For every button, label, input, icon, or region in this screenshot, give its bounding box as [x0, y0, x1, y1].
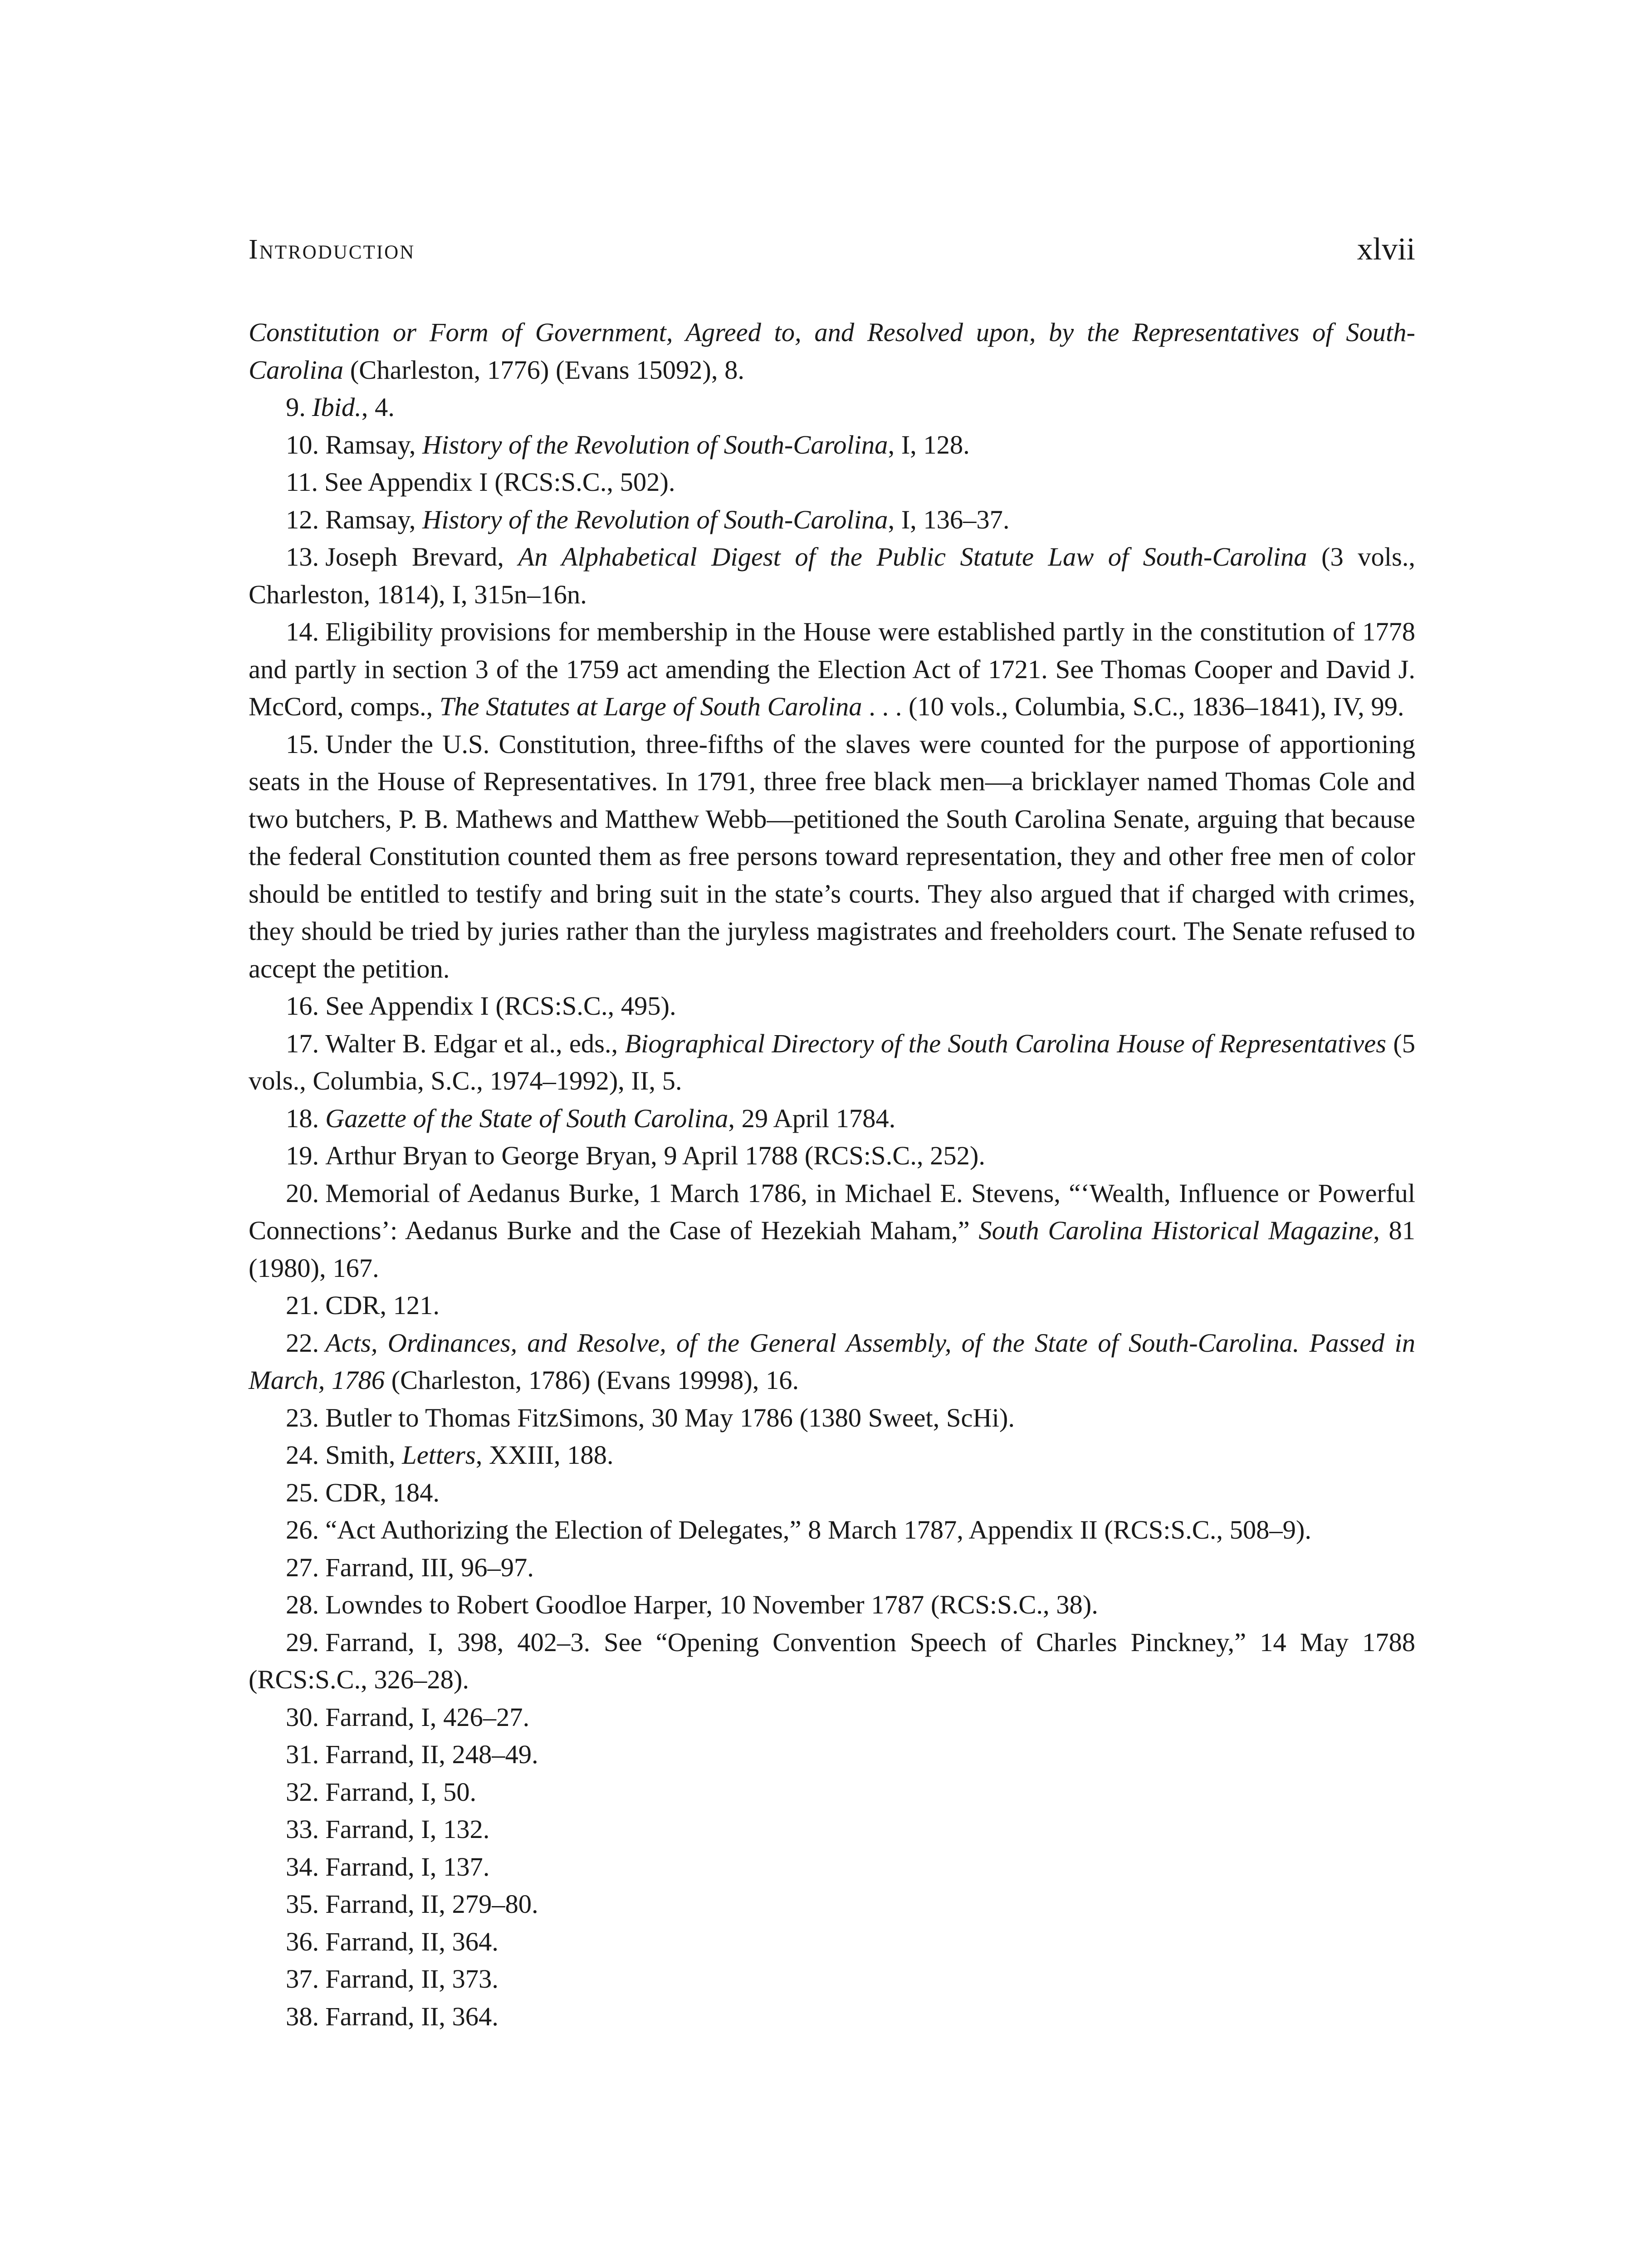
- note-36-number: 36.: [286, 1926, 319, 1956]
- note-29: [249, 1624, 1415, 1699]
- note-33-number: 33.: [286, 1814, 319, 1844]
- note-31-text: Farrand, II, 248–49.: [325, 1740, 538, 1769]
- note-15: [249, 726, 1415, 988]
- note-30-text: Farrand, I, 426–27.: [325, 1702, 530, 1732]
- running-head-section-title: Introduction: [249, 234, 416, 265]
- note-28-number: 28.: [286, 1590, 319, 1619]
- note-34-number: 34.: [286, 1852, 319, 1882]
- note-13: [249, 538, 1415, 613]
- note-29-text: Farrand, I, 398, 402–3. See “Opening Convention Speech of Charles Pinckney,” 14 May 1788 (RCS:S.C., 326–28).: [249, 1627, 1415, 1694]
- note-17-number: 17.: [286, 1028, 319, 1058]
- note-17: [249, 1025, 1415, 1100]
- note-16: [249, 987, 1415, 1025]
- note-31-number: 31.: [286, 1740, 319, 1769]
- note-24-number: 24.: [286, 1440, 319, 1470]
- note-19: [249, 1137, 1415, 1175]
- note-32-number: 32.: [286, 1777, 319, 1807]
- note-12-pre: Ramsay,: [325, 504, 423, 534]
- note-20-pre: Memorial of Aedanus Burke, 1 March 1786, in Michael E. Stevens, “‘Wealth, Influence or Powerful Connections’: Aedanus Burke and the Case of Hezekiah Maham,”: [249, 1178, 1415, 1245]
- note-22-rest: (Charleston, 1786) (Evans 19998), 16.: [385, 1365, 799, 1395]
- note-12: [249, 501, 1415, 539]
- note-37: [249, 1960, 1415, 1998]
- note-14-pre: Eligibility provisions for membership in the House were established partly in the constitution of 1778 and partly in section 3 of the 1759 act amending the Election Act of 1721. See Thomas Cooper and David J. McCord, comps.,: [249, 617, 1415, 721]
- note-19-text: Arthur Bryan to George Bryan, 9 April 1788 (RCS:S.C., 252).: [325, 1141, 985, 1170]
- note-38: [249, 1998, 1415, 2036]
- note-24: [249, 1437, 1415, 1474]
- note-35: [249, 1886, 1415, 1923]
- note-13-pre: Joseph Brevard,: [325, 542, 518, 572]
- note-32-text: Farrand, I, 50.: [325, 1777, 477, 1807]
- note-27-number: 27.: [286, 1552, 319, 1582]
- note-22-number: 22.: [286, 1328, 319, 1358]
- note-21-text: CDR, 121.: [325, 1290, 440, 1320]
- note-31: [249, 1736, 1415, 1774]
- note-10-rest: , I, 128.: [888, 430, 970, 459]
- note-13-number: 13.: [286, 542, 319, 572]
- note-14-title: The Statutes at Large of South Carolina: [439, 692, 862, 721]
- note-30: [249, 1699, 1415, 1736]
- note-20-title: South Carolina Historical Magazine: [978, 1216, 1374, 1245]
- note-8-rest: (Charleston, 1776) (Evans 15092), 8.: [343, 355, 744, 385]
- note-22: [249, 1325, 1415, 1399]
- note-25-text: CDR, 184.: [325, 1477, 440, 1507]
- note-26: [249, 1511, 1415, 1549]
- note-9-title: Ibid.: [312, 392, 362, 422]
- note-24-rest: , XXIII, 188.: [475, 1440, 614, 1470]
- note-12-rest: , I, 136–37.: [888, 504, 1010, 534]
- note-10: [249, 426, 1415, 464]
- note-18-rest: , 29 April 1784.: [728, 1103, 896, 1133]
- note-12-number: 12.: [286, 504, 319, 534]
- note-18: [249, 1100, 1415, 1138]
- note-23-number: 23.: [286, 1403, 319, 1432]
- note-9-number: 9.: [286, 392, 306, 422]
- note-27: [249, 1549, 1415, 1587]
- note-14-rest: . . . (10 vols., Columbia, S.C., 1836–1841), IV, 99.: [862, 692, 1404, 721]
- note-38-text: Farrand, II, 364.: [325, 2001, 499, 2031]
- note-11: [249, 464, 1415, 501]
- note-20-rest: , 81 (1980), 167.: [249, 1216, 1415, 1283]
- note-26-text: “Act Authorizing the Election of Delegates,” 8 March 1787, Appendix II (RCS:S.C., 508–9).: [325, 1515, 1311, 1545]
- note-38-number: 38.: [286, 2001, 319, 2031]
- note-13-title: An Alphabetical Digest of the Public Statute Law of South-Carolina: [518, 542, 1307, 572]
- note-15-text: Under the U.S. Constitution, three-fifths of the slaves were counted for the purpose of apportioning seats in the House of Representatives. In 1791, three free black men—a bricklayer named Thomas Cole and two butchers, P. B. Mathews and Matthew Webb—petitioned the South Carolina Senate, arguing that because the federal Constitution counted them as free persons toward representation, they and other free men of color should be entitled to testify and bring suit in the state’s courts. They also argued that if charged with crimes, they should be tried by juries rather than the juryless magistrates and freeholders court. The Senate refused to accept the petition.: [249, 729, 1415, 983]
- note-14-number: 14.: [286, 617, 319, 646]
- note-23-text: Butler to Thomas FitzSimons, 30 May 1786 (1380 Sweet, ScHi).: [325, 1403, 1015, 1432]
- note-27-text: Farrand, III, 96–97.: [325, 1552, 534, 1582]
- note-16-number: 16.: [286, 991, 319, 1021]
- note-10-title: History of the Revolution of South-Carolina: [422, 430, 888, 459]
- note-25-number: 25.: [286, 1477, 319, 1507]
- note-26-number: 26.: [286, 1515, 319, 1545]
- note-20-number: 20.: [286, 1178, 319, 1208]
- note-10-number: 10.: [286, 430, 319, 459]
- note-28: [249, 1586, 1415, 1624]
- note-14: [249, 613, 1415, 726]
- note-28-text: Lowndes to Robert Goodloe Harper, 10 November 1787 (RCS:S.C., 38).: [325, 1590, 1098, 1619]
- note-37-text: Farrand, II, 373.: [325, 1964, 499, 1994]
- note-8-continuation: [249, 314, 1415, 389]
- note-8-title: Constitution or Form of Government, Agreed to, and Resolved upon, by the Representatives of South-Carolina: [249, 318, 1415, 385]
- note-37-number: 37.: [286, 1964, 319, 1994]
- note-36: [249, 1923, 1415, 1961]
- note-20: [249, 1175, 1415, 1287]
- note-17-rest: (5 vols., Columbia, S.C., 1974–1992), II, 5.: [249, 1028, 1415, 1095]
- note-36-text: Farrand, II, 364.: [325, 1926, 499, 1956]
- note-22-title: Acts, Ordinances, and Resolve, of the General Assembly, of the State of South-Carolina. Passed in March, 1786: [249, 1328, 1415, 1395]
- page-number: xlvii: [1357, 232, 1415, 267]
- note-33: [249, 1811, 1415, 1848]
- note-24-title: Letters: [402, 1440, 476, 1470]
- note-29-number: 29.: [286, 1627, 319, 1657]
- note-21-number: 21.: [286, 1290, 319, 1320]
- note-19-number: 19.: [286, 1141, 319, 1170]
- note-35-number: 35.: [286, 1889, 319, 1919]
- note-10-pre: Ramsay,: [325, 430, 423, 459]
- note-13-rest: (3 vols., Charleston, 1814), I, 315n–16n.: [249, 542, 1415, 609]
- note-34-text: Farrand, I, 137.: [325, 1852, 490, 1882]
- note-16-text: See Appendix I (RCS:S.C., 495).: [325, 991, 676, 1021]
- note-9: [249, 389, 1415, 426]
- note-25: [249, 1474, 1415, 1512]
- note-18-number: 18.: [286, 1103, 319, 1133]
- note-30-number: 30.: [286, 1702, 319, 1732]
- running-head: [249, 229, 1415, 270]
- note-35-text: Farrand, II, 279–80.: [325, 1889, 538, 1919]
- note-21: [249, 1287, 1415, 1325]
- note-34: [249, 1848, 1415, 1886]
- note-17-pre: Walter B. Edgar et al., eds.,: [325, 1028, 625, 1058]
- note-11-text: See Appendix I (RCS:S.C., 502).: [324, 467, 675, 497]
- note-11-number: 11.: [286, 467, 318, 497]
- endnotes: [249, 314, 1415, 2035]
- note-12-title: History of the Revolution of South-Carolina: [422, 504, 888, 534]
- note-23: [249, 1399, 1415, 1437]
- note-15-number: 15.: [286, 729, 319, 759]
- note-24-pre: Smith,: [325, 1440, 402, 1470]
- note-18-title: Gazette of the State of South Carolina: [325, 1103, 728, 1133]
- note-17-title: Biographical Directory of the South Carolina House of Representatives: [625, 1028, 1386, 1058]
- note-9-rest: , 4.: [361, 392, 395, 422]
- note-32: [249, 1774, 1415, 1811]
- note-33-text: Farrand, I, 132.: [325, 1814, 490, 1844]
